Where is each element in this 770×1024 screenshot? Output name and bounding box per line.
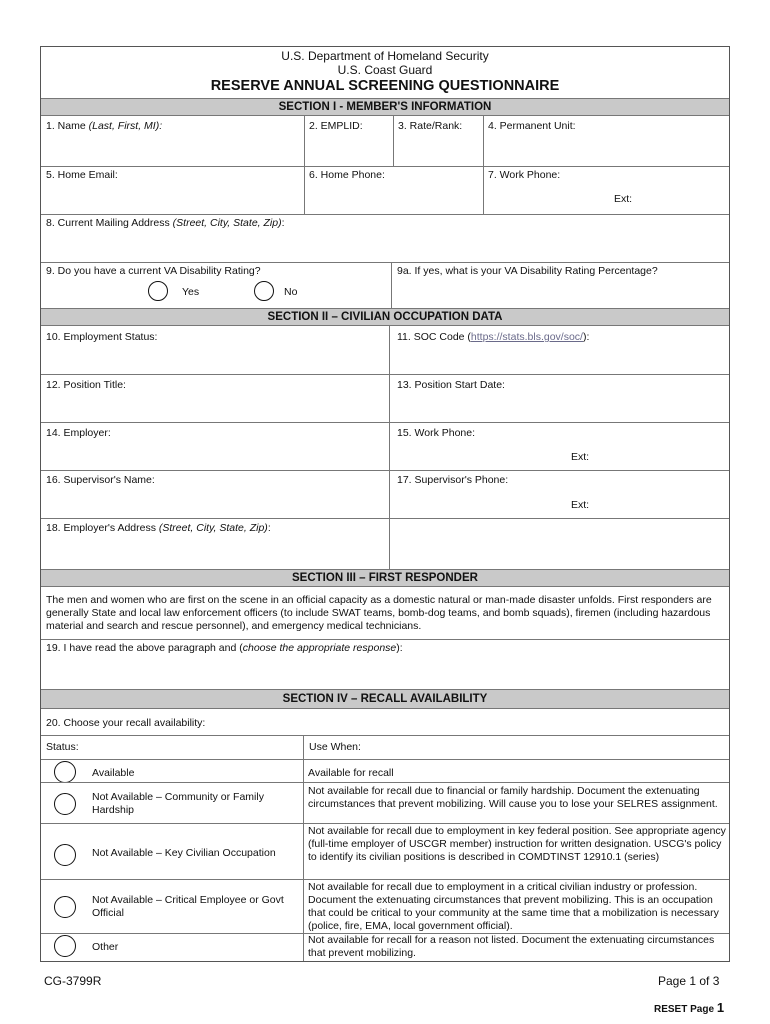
section-4-heading: SECTION IV – RECALL AVAILABILITY	[41, 689, 729, 709]
reset-page-number: 1	[716, 1000, 725, 1015]
status-column-header: Status:	[46, 741, 79, 753]
civilian-work-phone-ext-field[interactable]	[594, 448, 729, 470]
soc-code-field[interactable]	[390, 345, 729, 374]
work-phone-ext-field[interactable]	[637, 191, 729, 213]
department-line: U.S. Department of Homeland Security	[281, 49, 489, 63]
supervisor-phone-ext-field[interactable]	[594, 496, 729, 518]
employer-address-label: 18. Employer's Address (Street, City, State, Zip):	[46, 522, 271, 534]
civilian-work-phone-field[interactable]	[390, 423, 729, 447]
first-responder-paragraph: The men and women who are first on the scene in an official capacity as a domestic natural or man-made disaster unfolds. First responders are generally State and local law enforcement officers (to include SWAT teams, bomb-dog teams, and bomb squads), firemen (including hazardous material and search and rescue personnel), and emergency medical technicians.	[46, 594, 712, 632]
rate-field[interactable]	[394, 117, 483, 167]
employer-address-field[interactable]	[41, 519, 729, 567]
mailing-address-label: 8. Current Mailing Address (Street, City, State, Zip):	[46, 217, 285, 229]
page-indicator: Page 1 of 3	[658, 974, 720, 988]
va-no-radio[interactable]	[254, 281, 274, 301]
supervisor-phone-label: 17. Supervisor's Phone:	[397, 474, 509, 486]
recall-key-civilian-radio[interactable]	[54, 844, 76, 866]
recall-status-label: Not Available – Critical Employee or Govt Official	[92, 894, 284, 919]
reset-page-label: RESET Page	[654, 1004, 715, 1015]
emplid-field[interactable]	[305, 117, 393, 167]
employer-label: 14. Employer:	[46, 427, 111, 439]
unit-label: 4. Permanent Unit:	[488, 120, 576, 132]
emplid-label: 2. EMPLID:	[309, 120, 363, 132]
home-phone-label: 6. Home Phone:	[309, 169, 385, 181]
q20-label: 20. Choose your recall availability:	[46, 717, 206, 729]
recall-status-label: Not Available – Key Civilian Occupation	[92, 847, 276, 859]
recall-use-when: Not available for recall due to employment in key federal position. See appropriate agency (full-time employer of USCGR member) instruction for written designation. USCG's policy to identify its civilian positions is described in COMDTINST 12910.1 (series)	[308, 825, 726, 863]
va-percent-field[interactable]	[392, 279, 729, 308]
recall-other-radio[interactable]	[54, 935, 76, 957]
position-title-field[interactable]	[41, 375, 389, 422]
employment-status-label: 10. Employment Status:	[46, 331, 158, 343]
section-3-heading: SECTION III – FIRST RESPONDER	[41, 569, 729, 587]
position-start-label: 13. Position Start Date:	[397, 379, 505, 391]
va-yes-radio[interactable]	[148, 281, 168, 301]
position-start-field[interactable]	[390, 375, 729, 422]
recall-available-radio[interactable]	[54, 761, 76, 783]
rate-label: 3. Rate/Rank:	[398, 120, 463, 132]
recall-use-when: Not available for recall due to employment in a critical civilian industry or profession. Document the extenuating circumstances that prevent mobilizing. This is an occupation that could be critical to your community at the same time that a mobilization is necessary (police, fire, EMA, local government official).	[308, 881, 719, 932]
recall-use-when: Available for recall	[308, 767, 394, 779]
soc-code-label: 11. SOC Code (https://stats.bls.gov/soc/):	[397, 331, 590, 343]
recall-status-label: Available	[92, 767, 135, 779]
employment-status-field[interactable]	[41, 327, 389, 374]
work-phone-label: 7. Work Phone:	[488, 169, 561, 181]
supervisor-phone-ext-label: Ext:	[571, 499, 590, 511]
va-yes-label: Yes	[182, 286, 200, 298]
recall-status-label: Other	[92, 941, 119, 953]
va-no-label: No	[284, 286, 298, 298]
supervisor-name-field[interactable]	[41, 471, 389, 518]
work-phone-ext-label: Ext:	[614, 193, 633, 205]
name-label: 1. Name (Last, First, MI):	[46, 120, 163, 132]
unit-field[interactable]	[484, 117, 729, 167]
mailing-address-field[interactable]	[41, 215, 729, 262]
q19-label: 19. I have read the above paragraph and (choose the appropriate response):	[46, 642, 403, 654]
civilian-work-phone-label: 15. Work Phone:	[397, 427, 476, 439]
questionnaire-form	[40, 46, 730, 962]
recall-critical-employee-radio[interactable]	[54, 896, 76, 918]
email-label: 5. Home Email:	[46, 169, 118, 181]
q19-field[interactable]	[41, 655, 729, 687]
section-1-heading: SECTION I - MEMBER'S INFORMATION	[41, 98, 729, 116]
va-rating-question: 9. Do you have a current VA Disability Rating?	[46, 265, 261, 277]
soc-code-link[interactable]: https://stats.bls.gov/soc/	[470, 331, 583, 343]
employer-field[interactable]	[41, 423, 389, 470]
form-number: CG-3799R	[44, 974, 102, 988]
email-field[interactable]	[41, 167, 304, 214]
use-when-column-header: Use When:	[309, 741, 361, 753]
va-percent-label: 9a. If yes, what is your VA Disability Rating Percentage?	[397, 265, 658, 277]
form-title: RESERVE ANNUAL SCREENING QUESTIONNAIRE	[210, 78, 560, 94]
home-phone-field[interactable]	[305, 167, 483, 214]
name-field[interactable]	[41, 117, 304, 167]
position-title-label: 12. Position Title:	[46, 379, 126, 391]
recall-use-when: Not available for recall for a reason not listed. Document the extenuating circumstances that prevent mobilizing.	[308, 934, 715, 959]
agency-line: U.S. Coast Guard	[337, 63, 433, 77]
work-phone-field[interactable]	[484, 167, 729, 191]
supervisor-name-label: 16. Supervisor's Name:	[46, 474, 155, 486]
section-2-heading: SECTION II – CIVILIAN OCCUPATION DATA	[41, 308, 729, 326]
recall-use-when: Not available for recall due to financial or family hardship. Document the extenuating circumstances that prevent mobilizing. Will cause you to lose your SELRES assignment.	[308, 785, 718, 810]
recall-hardship-radio[interactable]	[54, 793, 76, 815]
recall-status-label: Not Available – Community or Family Hardship	[92, 791, 264, 816]
reset-page-button[interactable]	[654, 1000, 724, 1015]
supervisor-phone-field[interactable]	[390, 471, 729, 495]
civilian-work-phone-ext-label: Ext:	[571, 451, 590, 463]
